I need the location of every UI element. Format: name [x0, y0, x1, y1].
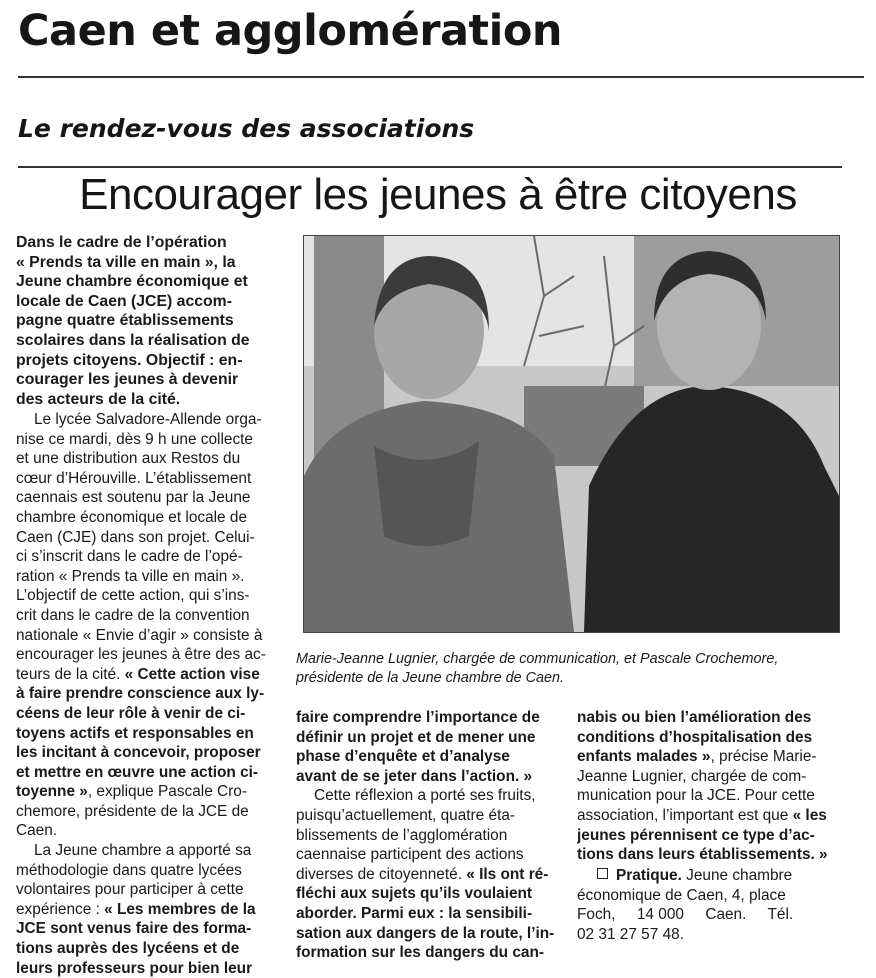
lead-line: Dans le cadre de l’opération [16, 234, 227, 251]
lead-line: « Prends ta ville en main », la [16, 253, 236, 271]
text-line: munication pour la JCE. Pour cette [577, 787, 815, 805]
text-line: teurs de la cité. « Cette action vise [16, 665, 260, 683]
text-line: blissements de l’agglomération [296, 826, 508, 844]
lead-line: projets citoyens. Objectif : en- [16, 351, 243, 369]
text-line: L’objectif de cette action, qui s’ins- [16, 587, 250, 605]
pratique-line-2: économique de Caen, 4, place [577, 886, 786, 904]
text-line: toyenne », explique Pascale Cro- [16, 783, 247, 801]
text-line: aborder. Parmi eux : la sensibili- [296, 904, 533, 922]
caption-line: présidente de la Jeune chambre de Caen. [296, 670, 565, 686]
lead-line: scolaires dans la réalisation de [16, 331, 250, 349]
article-lead [16, 233, 294, 409]
lead-line: Jeune chambre économique et [16, 273, 248, 291]
photo-caption [296, 650, 856, 688]
photo-illustration [304, 236, 839, 632]
article-column-3 [577, 708, 839, 865]
text-line: méthodologie dans quatre lycées [16, 861, 242, 879]
text-line: Le lycée Salvadore-Allende orga- [34, 411, 262, 428]
text-line: caennaise participent des actions [296, 846, 524, 864]
lead-line: des acteurs de la cité. [16, 390, 181, 408]
text-line: avant de se jeter dans l’action. » [296, 767, 533, 785]
lead-line: pagne quatre établissements [16, 312, 234, 330]
article-column-1 [16, 410, 288, 978]
text-line: puisqu’actuellement, quatre éta- [296, 806, 516, 824]
section-rule [18, 76, 864, 78]
text-line: Cette réflexion a porté ses fruits, [314, 787, 536, 805]
caption-line: Marie-Jeanne Lugnier, chargée de communication, et Pascale Crochemore, [296, 651, 779, 667]
article-headline: Encourager les jeunes à être citoyens [79, 170, 797, 219]
text-line: JCE sont venus faire des forma- [16, 920, 252, 938]
section-title: Caen et agglomération [18, 6, 563, 56]
pratique-line-3: Foch, 14 000 Caen. Tél. [577, 906, 794, 924]
text-line: enfants malades », précise Marie- [577, 748, 817, 766]
text-line: chemore, présidente de la JCE de [16, 802, 249, 820]
text-line: ci s’inscrit dans le cadre de l’opé- [16, 548, 243, 566]
rubric-rule [18, 166, 842, 168]
article-column-2 [296, 708, 558, 963]
text-line: toyens actifs et responsables en [16, 724, 254, 742]
text-line: conditions d’hospitalisation des [577, 728, 813, 746]
lead-line: courager les jeunes à devenir [16, 371, 239, 389]
text-line: Caen (CJE) dans son projet. Celui- [16, 528, 255, 546]
text-line: nabis ou bien l’amélioration des [577, 709, 812, 726]
text-line: expérience : « Les membres de la [16, 900, 256, 918]
text-line: association, l’important est que « les [577, 806, 827, 824]
text-line: phase d’enquête et d’analyse [296, 748, 510, 766]
text-line: nationale « Envie d’agir » consiste à [16, 626, 263, 644]
text-line: ration « Prends ta ville en main ». [16, 567, 245, 585]
text-line: caennais est soutenu par la Jeune [16, 489, 251, 507]
text-line: Caen. [16, 822, 58, 840]
text-line: les incitant à concevoir, proposer [16, 744, 261, 762]
text-line: La Jeune chambre a apporté sa [34, 842, 252, 860]
text-line: encourager les jeunes à être des ac- [16, 646, 266, 664]
text-line: nise ce mardi, dès 9 h une collecte [16, 430, 253, 448]
text-line: céens de leur rôle à venir de ci- [16, 704, 246, 722]
text-line: jeunes pérennisent ce type d’ac- [577, 826, 815, 844]
text-line: crit dans le cadre de la convention [16, 606, 250, 624]
text-line: diverses de citoyenneté. « Ils ont ré- [296, 865, 549, 883]
text-line: tions dans leurs établissements. » [577, 846, 828, 864]
text-line: et mettre en œuvre une action ci- [16, 763, 259, 781]
pratique-line-1: Jeune chambre [686, 867, 793, 884]
text-line: cœur d’Hérouville. L’établissement [16, 469, 252, 487]
square-bullet-icon [597, 868, 608, 879]
text-line: chambre économique et locale de [16, 508, 248, 526]
text-line: tions auprès des lycéens et de [16, 940, 240, 958]
text-line: fléchi aux sujets qu’ils voulaient [296, 885, 533, 903]
text-line: et une distribution aux Restos du [16, 450, 241, 468]
text-line: sation aux dangers de la route, l’in- [296, 924, 555, 942]
lead-line: locale de Caen (JCE) accom- [16, 292, 232, 310]
pratique-label: Pratique. [616, 867, 682, 884]
text-line: leurs professeurs pour bien leur [16, 959, 253, 977]
text-line: volontaires pour participer à cette [16, 881, 244, 899]
text-line: à faire prendre conscience aux ly- [16, 685, 265, 703]
pratique-box [577, 866, 839, 944]
text-line: définir un projet et de mener une [296, 728, 536, 746]
text-line: Jeanne Lugnier, chargée de com- [577, 767, 807, 785]
pratique-line-4: 02 31 27 57 48. [577, 925, 684, 943]
rubric-title: Le rendez-vous des associations [18, 114, 475, 143]
text-line: formation sur les dangers du can- [296, 944, 545, 962]
article-photo [303, 235, 840, 633]
text-line: faire comprendre l’importance de [296, 709, 540, 726]
